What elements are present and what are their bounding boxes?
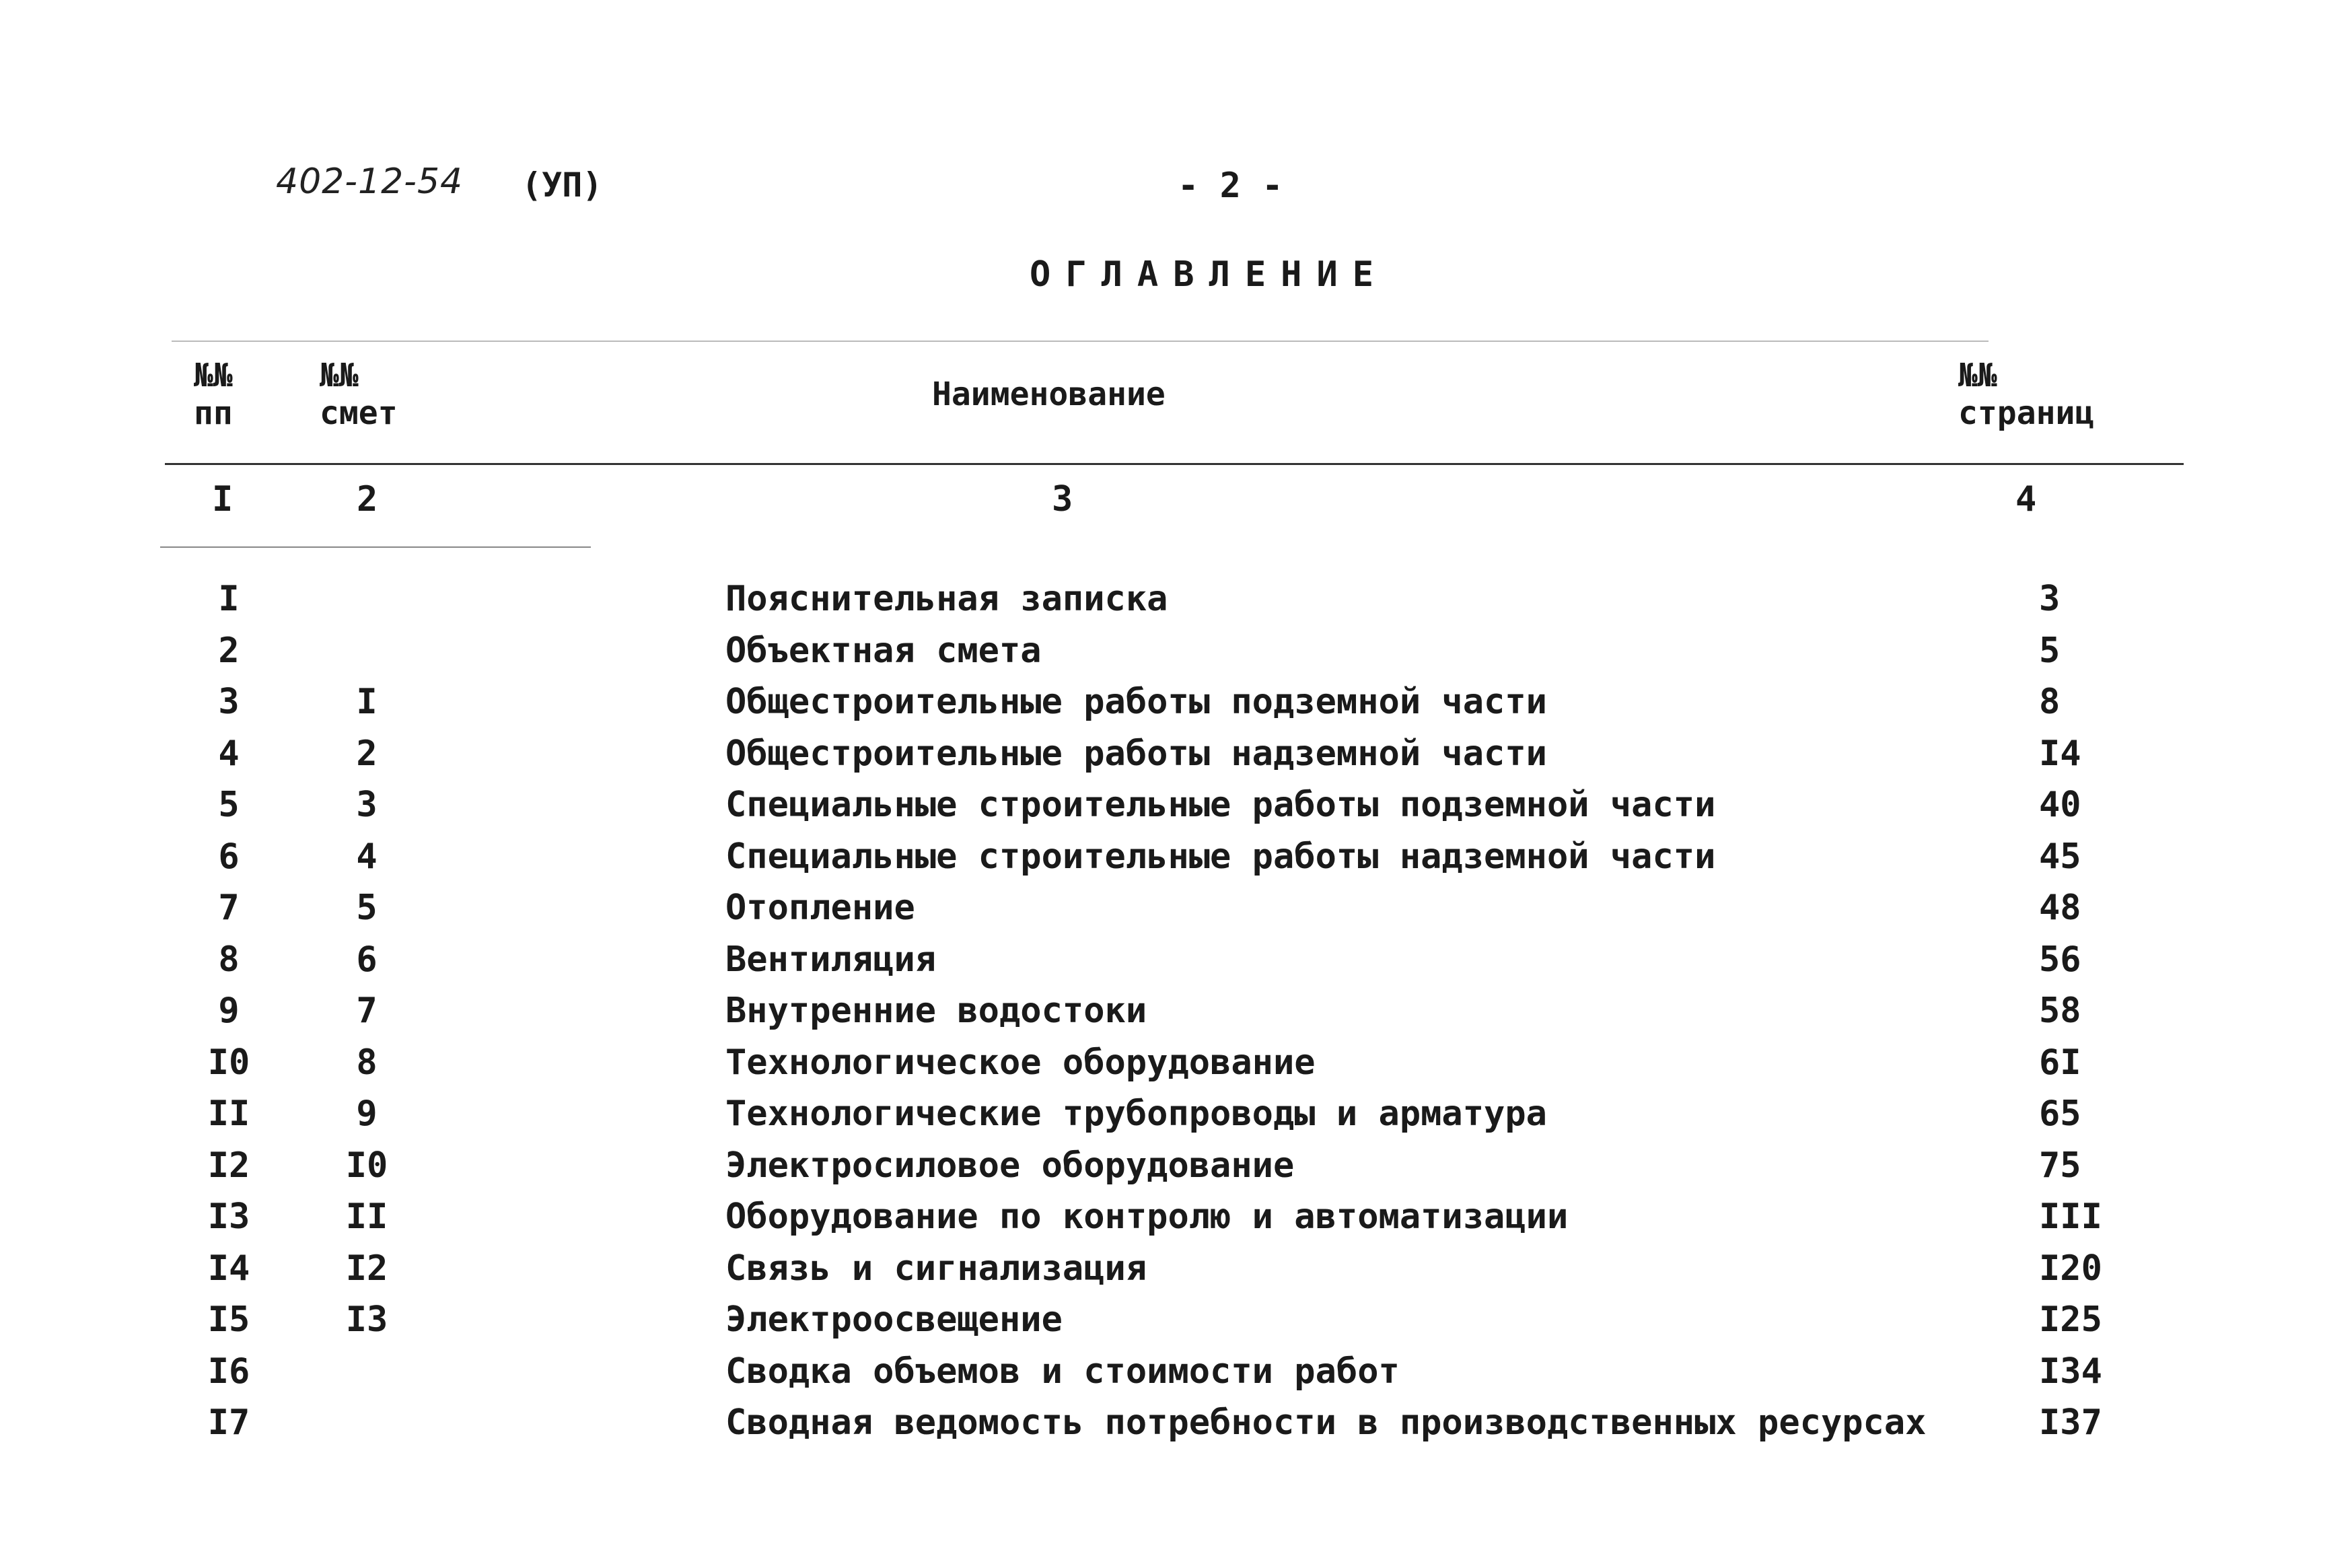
row-pp: 3 <box>218 682 240 722</box>
row-smet: I0 <box>345 1145 388 1186</box>
row-pp: I4 <box>207 1248 250 1289</box>
table-row <box>0 1245 2327 1297</box>
row-name: Вентиляция <box>725 939 937 980</box>
row-name: Связь и сигнализация <box>725 1248 1147 1289</box>
row-smet: II <box>345 1197 388 1237</box>
row-smet: I <box>356 682 378 722</box>
page-title: ОГЛАВЛЕНИЕ <box>1030 254 1389 295</box>
row-smet: 2 <box>356 733 378 774</box>
row-smet: 3 <box>356 785 378 825</box>
row-name: Оборудование по контролю и автоматизации <box>725 1197 1569 1237</box>
page-number: - 2 - <box>1178 166 1283 206</box>
row-name: Специальные строительные работы подземной части <box>725 785 1716 825</box>
row-smet: 7 <box>356 991 378 1031</box>
table-row <box>0 575 2327 627</box>
header-name: Наименование <box>932 376 1166 413</box>
row-smet: 4 <box>356 836 378 877</box>
table-row <box>0 1348 2327 1400</box>
row-page: 65 <box>2039 1094 2081 1134</box>
row-pp: 9 <box>218 991 240 1031</box>
row-name: Общестроительные работы надземной части <box>725 733 1547 774</box>
row-smet: 9 <box>356 1094 378 1134</box>
row-pp: 5 <box>218 785 240 825</box>
row-page: 48 <box>2039 888 2081 928</box>
row-name: Пояснительная записка <box>725 579 1168 619</box>
header-page <box>1958 357 2094 432</box>
row-smet: I2 <box>345 1248 388 1289</box>
row-page: 6I <box>2039 1042 2081 1083</box>
row-page: 58 <box>2039 991 2081 1031</box>
table-row <box>0 833 2327 885</box>
table-row <box>0 781 2327 833</box>
row-name: Сводная ведомость потребности в производственных ресурсах <box>725 1402 1927 1443</box>
table-row <box>0 1090 2327 1142</box>
row-pp: I5 <box>207 1299 250 1340</box>
row-pp: 7 <box>218 888 240 928</box>
row-page: I34 <box>2039 1351 2102 1392</box>
column-number-rule <box>160 546 591 548</box>
header-smet <box>320 357 398 432</box>
row-name: Электроосвещение <box>725 1299 1063 1340</box>
table-row <box>0 936 2327 988</box>
document-suffix: (УП) <box>522 166 603 205</box>
column-number-1: I <box>212 479 234 520</box>
table-row <box>0 1039 2327 1091</box>
row-pp: I0 <box>207 1042 250 1083</box>
row-page: 45 <box>2039 836 2081 877</box>
row-name: Отопление <box>725 888 915 928</box>
row-smet: I3 <box>345 1299 388 1340</box>
table-row <box>0 730 2327 782</box>
row-pp: I6 <box>207 1351 250 1392</box>
header-page-label: №№ страниц <box>1958 357 2095 432</box>
row-pp: 4 <box>218 733 240 774</box>
header-smet-label: №№ смет <box>320 357 398 432</box>
document-code: 402-12-54 <box>276 162 464 202</box>
table-row <box>0 1193 2327 1245</box>
row-pp: I2 <box>207 1145 250 1186</box>
row-page: 56 <box>2039 939 2081 980</box>
row-name: Технологическое оборудование <box>725 1042 1316 1083</box>
column-number-2: 2 <box>357 479 378 520</box>
row-page: 5 <box>2039 630 2061 671</box>
table-row <box>0 1296 2327 1348</box>
row-name: Специальные строительные работы надземной части <box>725 836 1716 877</box>
row-pp: I7 <box>207 1402 250 1443</box>
row-page: I37 <box>2039 1402 2102 1443</box>
row-page: III <box>2039 1197 2102 1237</box>
row-page: 75 <box>2039 1145 2081 1186</box>
header-pp-label: №№ пп <box>194 357 233 432</box>
table-row <box>0 1399 2327 1451</box>
row-pp: II <box>207 1094 250 1134</box>
row-pp: 6 <box>218 836 240 877</box>
row-smet: 6 <box>356 939 378 980</box>
row-pp: 8 <box>218 939 240 980</box>
header-rule <box>165 463 2184 465</box>
table-body <box>0 575 2327 1451</box>
row-name: Сводка объемов и стоимости работ <box>725 1351 1400 1392</box>
row-name: Общестроительные работы подземной части <box>725 682 1547 722</box>
row-pp: I3 <box>207 1197 250 1237</box>
row-page: I4 <box>2039 733 2081 774</box>
row-name: Технологические трубопроводы и арматура <box>725 1094 1547 1134</box>
column-number-4: 4 <box>2015 479 2037 520</box>
row-page: 40 <box>2039 785 2081 825</box>
table-row <box>0 987 2327 1039</box>
table-row <box>0 678 2327 730</box>
table-row <box>0 884 2327 936</box>
table-row <box>0 1142 2327 1194</box>
row-smet: 8 <box>356 1042 378 1083</box>
row-name: Внутренние водостоки <box>725 991 1147 1031</box>
row-smet: 5 <box>356 888 378 928</box>
table-row <box>0 627 2327 679</box>
row-name: Электросиловое оборудование <box>725 1145 1295 1186</box>
row-page: I25 <box>2039 1299 2102 1340</box>
column-number-3: 3 <box>1052 479 1073 520</box>
header-pp <box>194 357 233 432</box>
row-name: Объектная смета <box>725 630 1042 671</box>
row-pp: 2 <box>218 630 240 671</box>
row-page: 8 <box>2039 682 2061 722</box>
row-pp: I <box>218 579 240 619</box>
row-page: I20 <box>2039 1248 2102 1289</box>
row-page: 3 <box>2039 579 2061 619</box>
table-top-rule <box>172 341 1989 342</box>
